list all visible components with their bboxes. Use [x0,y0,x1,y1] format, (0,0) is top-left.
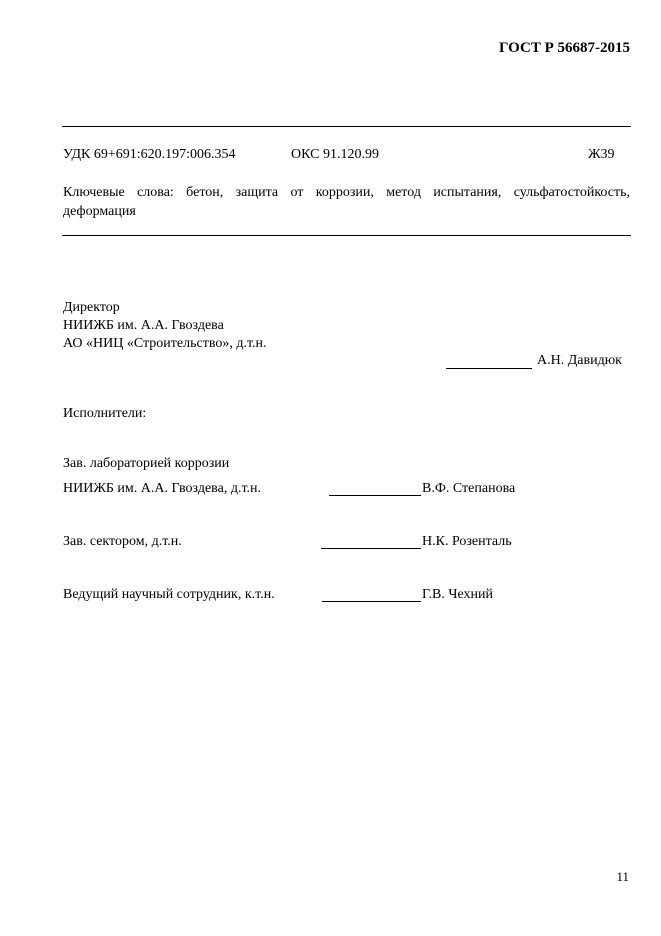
director-organization: АО «НИЦ «Строительство», д.т.н. [63,336,267,351]
executor-3-position: Ведущий научный сотрудник, к.т.н. [63,587,275,602]
executor-2-signature-line [321,548,421,549]
director-institute: НИИЖБ им. А.А. Гвоздева [63,318,224,333]
standard-code: ГОСТ Р 56687-2015 [498,40,630,56]
director-signature-line [446,368,532,369]
executor-2-name: Н.К. Розенталь [422,534,512,549]
keywords-text: Ключевые слова: бетон, защита от коррозии, метод испытания, сульфатостойкость, деформация [63,185,630,219]
classification-code: Ж39 [588,147,615,162]
director-title: Директор [63,300,120,315]
executor-1-position-line1: Зав. лабораторией коррозии [63,456,230,471]
executor-3-name: Г.В. Чехний [422,587,493,602]
executors-title: Исполнители: [63,406,147,421]
page-number: 11 [616,869,629,884]
director-name: А.Н. Давидюк [537,353,622,368]
bottom-divider [62,235,631,236]
oks-code: ОКС 91.120.99 [291,147,379,162]
udk-code: УДК 69+691:620.197:006.354 [63,147,236,162]
executor-1-signature-line [329,495,421,496]
executor-3-signature-line [322,601,421,602]
executor-2-position: Зав. сектором, д.т.н. [63,534,182,549]
executor-1-name: В.Ф. Степанова [422,481,516,496]
executor-1-position-line2: НИИЖБ им. А.А. Гвоздева, д.т.н. [63,481,261,496]
top-divider [62,126,631,127]
